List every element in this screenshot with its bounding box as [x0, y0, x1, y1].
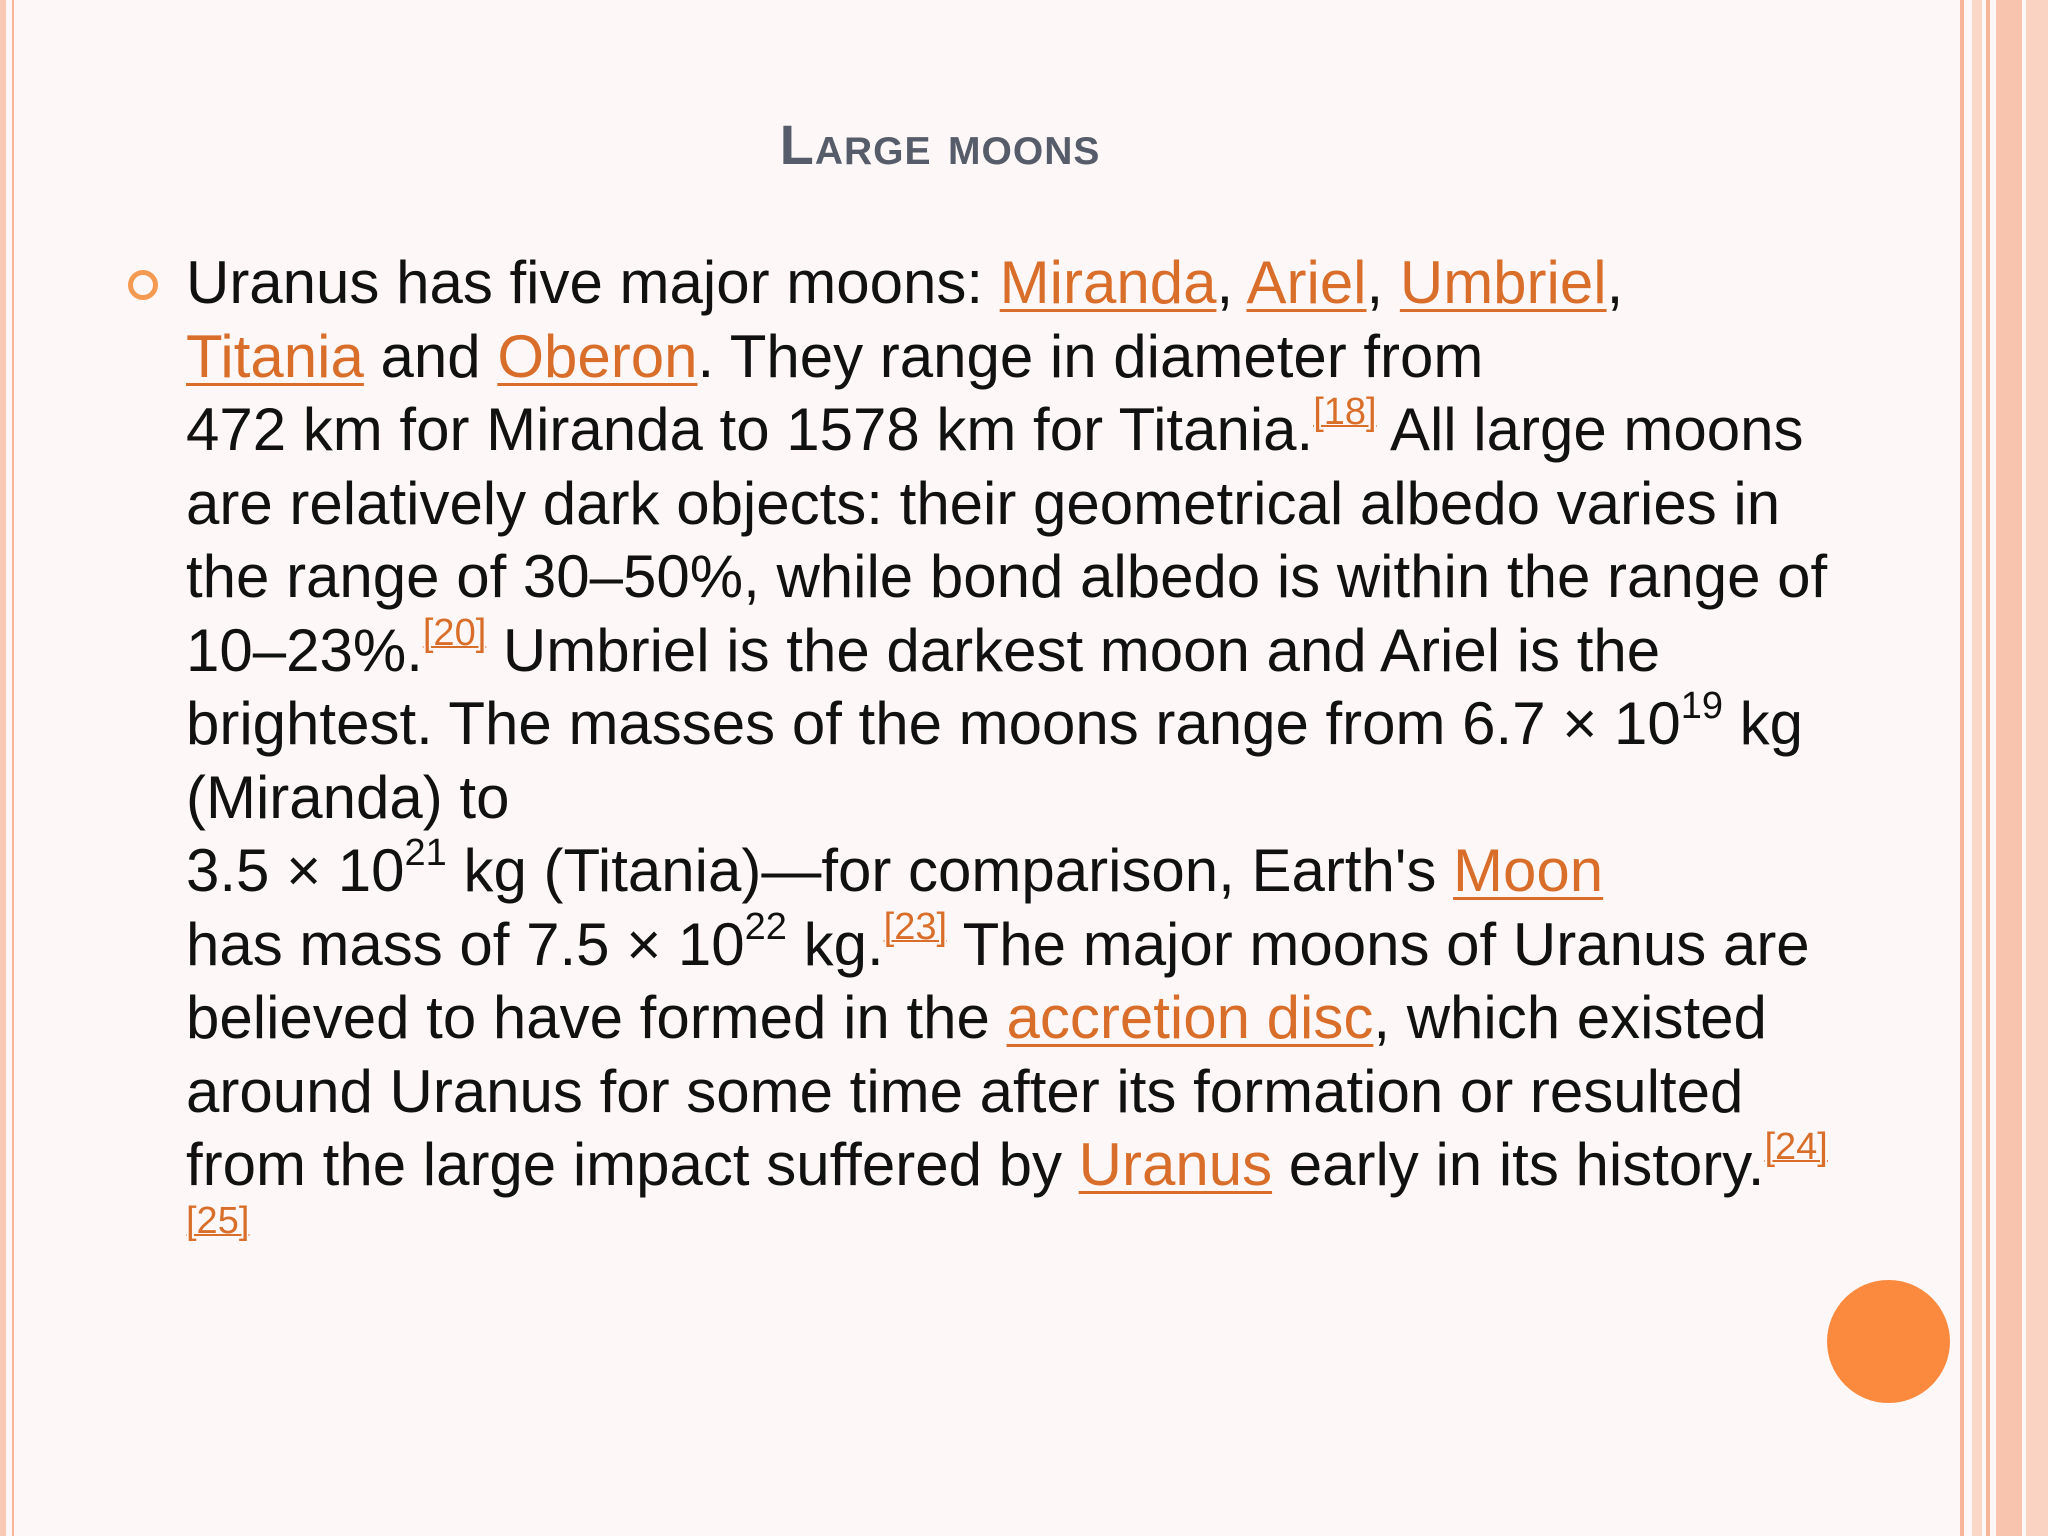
text: kg (Titania)—for comparison, Earth's — [446, 837, 1454, 904]
text: . They range in diameter from — [697, 322, 1484, 390]
text: , — [1216, 249, 1247, 316]
citation-20[interactable]: [20] — [422, 611, 487, 654]
right-border-stripe — [1996, 0, 2022, 1536]
citation-25[interactable]: [25] — [186, 1199, 250, 1242]
text: early in its history. — [1272, 1131, 1765, 1198]
text: kg (Miranda) to — [186, 690, 1804, 831]
right-border-stripe — [2026, 0, 2048, 1536]
orange-circle-decoration — [1827, 1280, 1950, 1403]
right-border-line — [1986, 0, 1990, 1536]
text: Umbriel is the darkest moon and Ariel is the brightest. The masses of the moons range from 6.7 × 10 — [186, 616, 1681, 757]
text: has mass of 7.5 × 10 — [186, 910, 745, 978]
left-border-stripe — [0, 0, 6, 1536]
text: The major moons of Uranus are believed to have formed in the — [186, 910, 1810, 1051]
text: , which existed around Uranus for some time after its formation or resulted from the large impact suffered by — [186, 984, 1767, 1198]
citation-24[interactable]: [24] — [1764, 1126, 1828, 1168]
slide-title: Large moons — [779, 113, 1101, 176]
exponent: 22 — [744, 905, 787, 948]
text: , — [1366, 249, 1400, 316]
exponent: 19 — [1680, 685, 1723, 727]
link-ariel[interactable]: Ariel — [1246, 249, 1367, 316]
link-miranda[interactable]: Miranda — [999, 249, 1217, 316]
citation-23[interactable]: [23] — [883, 905, 948, 948]
text: Uranus has five major moons: — [186, 249, 1000, 316]
text: and — [363, 322, 498, 390]
exponent: 21 — [404, 832, 447, 874]
right-border-line — [1960, 0, 1964, 1536]
link-oberon[interactable]: Oberon — [497, 322, 698, 390]
text: , — [1606, 249, 1624, 316]
text: 3.5 × 10 — [186, 837, 405, 904]
link-moon[interactable]: Moon — [1453, 837, 1604, 904]
ring-bullet-icon — [128, 270, 158, 300]
right-border-stripe — [1972, 0, 1982, 1536]
link-uranus[interactable]: Uranus — [1078, 1131, 1273, 1198]
link-umbriel[interactable]: Umbriel — [1399, 249, 1607, 316]
left-border-line — [12, 0, 14, 1536]
link-titania[interactable]: Titania — [186, 322, 364, 390]
text: All large moons are relatively dark objects: their geometrical albedo varies in the range of 30–50%, while bond albedo is within the range of 10–23%. — [186, 396, 1828, 684]
body-paragraph — [186, 246, 1866, 1275]
citation-18[interactable]: [18] — [1313, 391, 1377, 433]
text: 472 km for Miranda to 1578 km for Titania. — [186, 396, 1314, 463]
link-accretion-disc[interactable]: accretion disc — [1006, 984, 1374, 1051]
text: kg. — [786, 910, 884, 978]
